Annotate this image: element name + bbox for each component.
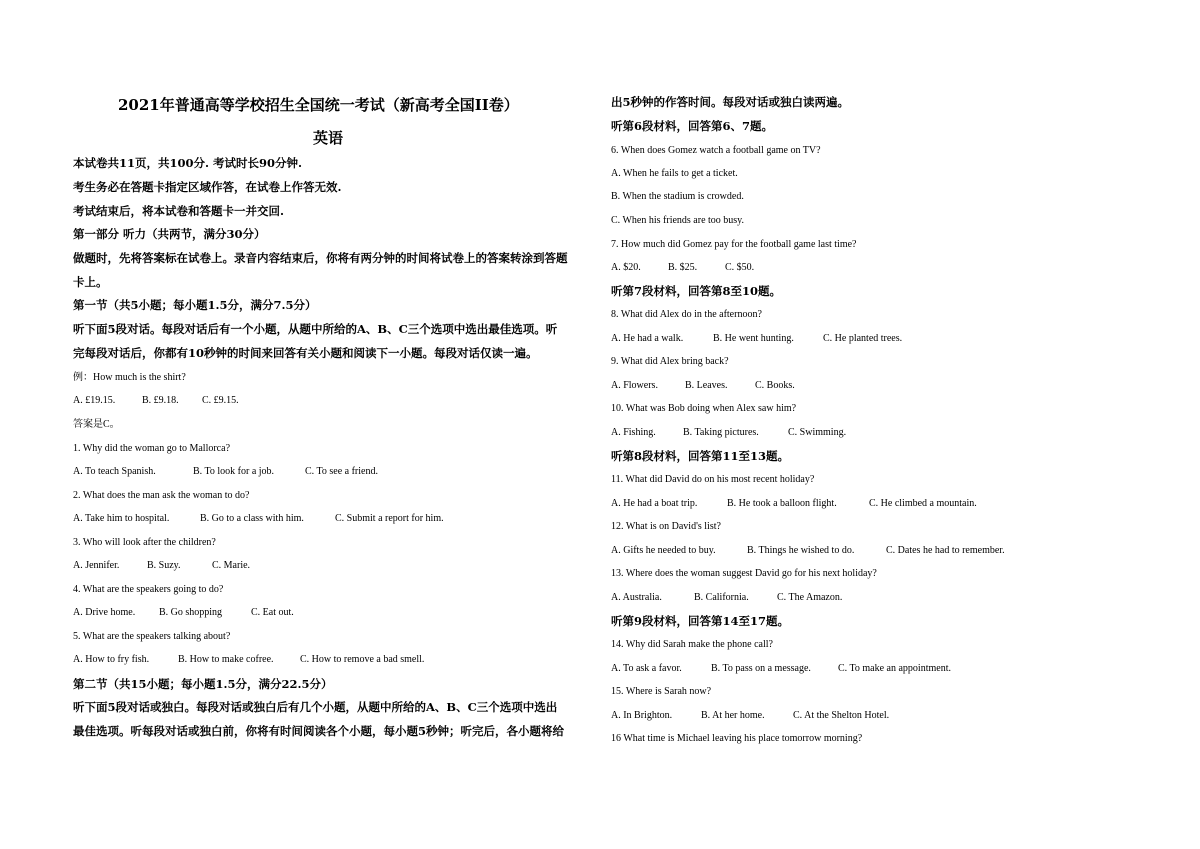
question-9: 9. What did Alex bring back?	[611, 356, 729, 367]
option: A. He had a boat trip.	[611, 498, 698, 509]
option: C. Submit a report for him.	[335, 513, 444, 524]
exam-title: 2021年普通高等学校招生全国统一考试（新高考全国II卷）	[118, 96, 519, 114]
option: C. The Amazon.	[777, 592, 843, 603]
question-14: 14. Why did Sarah make the phone call?	[611, 639, 773, 650]
part1-heading: 第一部分 听力（共两节，满分30分）	[73, 227, 266, 241]
option: B. Leaves.	[685, 380, 728, 391]
option: C. Marie.	[212, 560, 251, 571]
question-13-options	[611, 593, 842, 603]
question-4-options	[73, 608, 294, 618]
option: B. How to make cofree.	[178, 654, 274, 665]
option: B. He went hunting.	[713, 333, 794, 344]
note-1: 本试卷共11页，共100分. 考试时长90分钟.	[73, 156, 303, 170]
question-6: 6. When does Gomez watch a football game on TV?	[611, 145, 821, 156]
question-15: 15. Where is Sarah now?	[611, 686, 712, 697]
section1-instruction-line-2: 完每段对话后，你都有10秒钟的时间来回答有关小题和阅读下一小题。每段对话仅读一遍。	[73, 346, 538, 360]
option: A. Jennifer.	[73, 560, 120, 571]
option: C. Books.	[755, 380, 795, 391]
example-options	[73, 396, 239, 406]
option: A. Gifts he needed to buy.	[611, 545, 716, 556]
question-7-options	[611, 263, 754, 273]
option: C. Eat out.	[251, 607, 294, 618]
question-3-options	[73, 561, 250, 571]
option: B. Things he wished to do.	[747, 545, 855, 556]
option: A. Take him to hospital.	[73, 513, 170, 524]
option: C. Swimming.	[788, 427, 847, 438]
option: C. Dates he had to remember.	[886, 545, 1005, 556]
question-3: 3. Who will look after the children?	[73, 537, 216, 548]
option: C. He planted trees.	[823, 333, 903, 344]
option: A. £19.15.	[73, 395, 116, 406]
question-4: 4. What are the speakers going to do?	[73, 584, 224, 595]
option: A. He had a walk.	[611, 333, 684, 344]
question-16: 16 What time is Michael leaving his place tomorrow morning?	[611, 733, 863, 744]
section2-instruction-line-1: 听下面5段对话或独白。每段对话或独白后有几个小题，从题中所给的A、B、C三个选项中选出	[73, 700, 558, 714]
option: C. $50.	[725, 262, 755, 273]
question-2: 2. What does the man ask the woman to do?	[73, 490, 250, 501]
question-8: 8. What did Alex do in the afternoon?	[611, 309, 762, 320]
option: A. Flowers.	[611, 380, 658, 391]
option: A. Fishing.	[611, 427, 656, 438]
option: C. To make an appointment.	[838, 663, 951, 674]
note-2: 考生务必在答题卡指定区域作答，在试卷上作答无效.	[73, 180, 342, 194]
option: B. California.	[694, 592, 749, 603]
part1-instruction-line-2: 卡上。	[73, 275, 108, 289]
option: C. At the Shelton Hotel.	[793, 710, 890, 721]
question-6-option-c: C. When his friends are too busy.	[611, 215, 745, 226]
option: C. £9.15.	[202, 395, 239, 406]
option: C. To see a friend.	[305, 466, 378, 477]
material-9-heading: 听第9段材料，回答第14至17题。	[611, 614, 790, 628]
option: B. To pass on a message.	[711, 663, 811, 674]
note-3: 考试结束后，将本试卷和答题卡一并交回.	[73, 204, 285, 218]
example-answer: 答案是C。	[73, 419, 120, 430]
question-5: 5. What are the speakers talking about?	[73, 631, 231, 642]
material-6-heading: 听第6段材料，回答第6、7题。	[611, 119, 774, 133]
continuation-line: 出5秒钟的作答时间。每段对话或独白读两遍。	[611, 95, 849, 109]
option: A. How to fry fish.	[73, 654, 150, 665]
option: A. Drive home.	[73, 607, 136, 618]
option: B. Suzy.	[147, 560, 181, 571]
option: A. To teach Spanish.	[73, 466, 156, 477]
option: C. He climbed a mountain.	[869, 498, 977, 509]
option: B. At her home.	[701, 710, 765, 721]
section2-instruction-line-2: 最佳选项。听每段对话或独白前，你将有时间阅读各个小题，每小题5秒钟；听完后，各小题将给	[73, 724, 564, 738]
material-7-heading: 听第7段材料，回答第8至10题。	[611, 284, 782, 298]
section1-instruction-line-1: 听下面5段对话。每段对话后有一个小题，从题中所给的A、B、C三个选项中选出最佳选项。听	[73, 322, 558, 336]
material-8-heading: 听第8段材料，回答第11至13题。	[611, 449, 790, 463]
option: B. He took a balloon flight.	[727, 498, 837, 509]
option: A. In Brighton.	[611, 710, 673, 721]
section2-heading: 第二节（共15小题；每小题1.5分，满分22.5分）	[73, 677, 333, 691]
question-12-options	[611, 546, 1005, 556]
section1-heading: 第一节（共5小题；每小题1.5分，满分7.5分）	[73, 298, 317, 312]
part1-instruction-line-1: 做题时，先将答案标在试卷上。录音内容结束后，你将有两分钟的时间将试卷上的答案转涂到答题	[73, 251, 568, 265]
question-12: 12. What is on David's list?	[611, 521, 721, 532]
question-1: 1. Why did the woman go to Mallorca?	[73, 443, 231, 454]
question-5-options	[73, 655, 424, 665]
question-9-options	[611, 381, 795, 391]
example-question: 例：How much is the shirt?	[73, 372, 186, 383]
subject-title: 英语	[313, 129, 344, 147]
question-10: 10. What was Bob doing when Alex saw him?	[611, 403, 797, 414]
option: B. £9.18.	[142, 395, 179, 406]
option: C. How to remove a bad smell.	[300, 654, 425, 665]
question-11: 11. What did David do on his most recent holiday?	[611, 474, 815, 485]
question-8-options	[611, 334, 902, 344]
question-15-options	[611, 711, 889, 721]
question-13: 13. Where does the woman suggest David go for his next holiday?	[611, 568, 877, 579]
question-7: 7. How much did Gomez pay for the football game last time?	[611, 239, 857, 250]
option: B. Go to a class with him.	[200, 513, 304, 524]
option: B. $25.	[668, 262, 698, 273]
option: A. Australia.	[611, 592, 662, 603]
question-1-options	[73, 467, 378, 477]
question-10-options	[611, 428, 846, 438]
option: B. Go shopping	[159, 607, 223, 618]
option: B. To look for a job.	[193, 466, 275, 477]
question-6-option-a: A. When he fails to get a ticket.	[611, 168, 738, 179]
question-11-options	[611, 499, 977, 509]
option: B. Taking pictures.	[683, 427, 759, 438]
option: A. $20.	[611, 262, 641, 273]
question-6-option-b: B. When the stadium is crowded.	[611, 191, 744, 202]
question-2-options	[73, 514, 444, 524]
option: A. To ask a favor.	[611, 663, 682, 674]
question-14-options	[611, 664, 951, 674]
